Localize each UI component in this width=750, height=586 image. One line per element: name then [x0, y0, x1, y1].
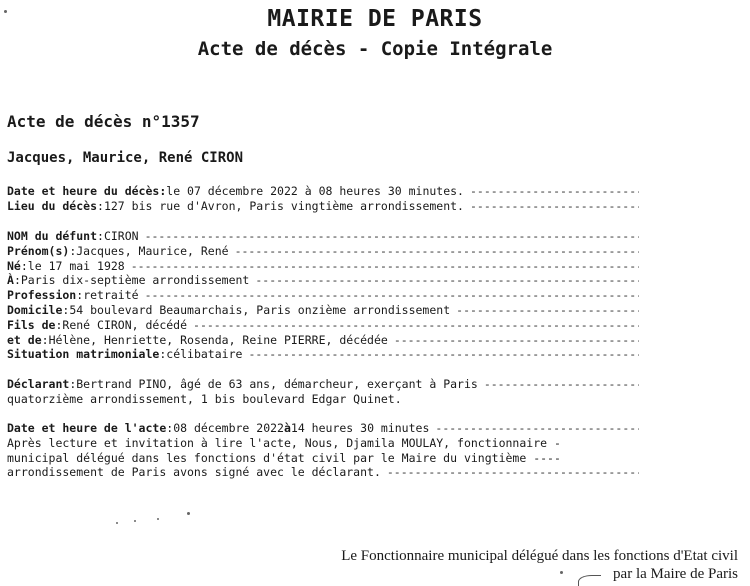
field-label: Situation matrimoniale: [7, 347, 160, 362]
scan-speck: [134, 520, 136, 522]
acte-date-block: [7, 421, 639, 480]
field-separator: :: [97, 198, 104, 213]
field-separator: :: [97, 229, 104, 243]
dash-filler: [456, 303, 639, 318]
dash-filler: [248, 347, 639, 362]
field-row-profession: [7, 288, 639, 303]
dash-filler: [470, 199, 639, 214]
signature-stroke: [578, 575, 601, 586]
acte-date-row: [7, 421, 639, 436]
field-value: 127 bis rue d'Avron, Paris vingtième arrondissement.: [103, 198, 464, 213]
document-title: MAIRIE DE PARIS: [267, 6, 483, 32]
field-separator: :: [159, 184, 167, 198]
scan-speck: [560, 571, 563, 574]
dash-filler: [470, 184, 639, 199]
field-separator: :: [62, 302, 70, 317]
deceased-full-name: Jacques, Maurice, René CIRON: [7, 150, 244, 166]
field-value: 54 boulevard Beaumarchais, Paris onzième arrondissement: [69, 302, 451, 317]
deceased-info-block: [7, 229, 639, 362]
signature-authority: par la Maire de Paris: [613, 566, 738, 582]
field-label: Prénom(s): [7, 243, 70, 258]
field-label: NOM du défunt: [7, 229, 98, 243]
dash-filler: [484, 377, 639, 392]
scan-speck: [4, 10, 7, 13]
body-text: arrondissement de Paris avons signé avec le déclarant.: [7, 465, 381, 480]
field-value-bold: à: [283, 421, 291, 435]
dash-filler: [131, 259, 639, 274]
dash-filler: [435, 421, 639, 436]
field-value: 08 décembre 2022: [173, 421, 284, 435]
dash-filler: [235, 244, 639, 259]
field-label: Date et heure du décès: [7, 184, 160, 198]
field-value: Hélène, Henriette, Rosenda, Reine PIERRE, décédée: [48, 332, 388, 347]
field-value: retraité: [83, 288, 139, 303]
field-row-date-deces: [7, 184, 639, 199]
field-separator: :: [159, 347, 167, 362]
document-subtitle: Acte de décès - Copie Intégrale: [197, 38, 553, 60]
body-text: municipal délégué dans les fonctions d'état civil par le Maire du vingtième ----: [7, 450, 561, 465]
field-value: le 07 décembre 2022 à 08 heures 30 minutes.: [166, 184, 464, 198]
field-value: Jacques, Maurice, René: [76, 243, 229, 258]
field-row-situation: [7, 347, 639, 362]
body-text: Après lecture et invitation à lire l'acte, Nous, Djamila MOULAY, fonctionnaire -: [7, 435, 561, 450]
acte-body-line: [7, 465, 639, 480]
dash-filler: [394, 333, 639, 348]
field-label: Date et heure de l'acte: [7, 421, 167, 435]
field-separator: :: [76, 288, 84, 303]
field-label: Profession: [7, 288, 77, 303]
field-separator: :: [69, 377, 77, 391]
field-separator: :: [166, 421, 174, 435]
field-label: À: [7, 273, 14, 288]
dash-filler: [387, 465, 639, 480]
field-row-lieu-naissance: [7, 273, 639, 288]
acte-body-line: [7, 451, 639, 466]
field-row-mere: [7, 333, 639, 348]
field-value: CIRON: [103, 229, 139, 243]
field-row-domicile: [7, 303, 639, 318]
declarant-block: [7, 377, 639, 407]
death-info-block: [7, 184, 639, 214]
field-row-nom: [7, 229, 639, 244]
declarant-row: [7, 377, 639, 392]
scan-speck: [116, 522, 118, 524]
dash-filler: [145, 288, 639, 303]
field-value: quatorzième arrondissement, 1 bis boulevard Edgar Quinet.: [7, 391, 402, 406]
field-value: le 17 mai 1928: [27, 258, 125, 273]
field-label: Déclarant: [7, 377, 70, 391]
field-row-lieu-deces: [7, 199, 639, 214]
field-value: célibataire: [166, 347, 243, 362]
signature-title: Le Fonctionnaire municipal délégué dans les fonctions d'Etat civil: [341, 548, 738, 564]
field-label: Né: [7, 258, 21, 273]
field-label: et de: [7, 332, 42, 347]
field-value: René CIRON, décédé: [62, 317, 188, 332]
declarant-address-row: [7, 392, 639, 407]
field-value: Bertrand PINO, âgé de 63 ans, démarcheur, exerçant à Paris: [76, 377, 478, 391]
field-label: Lieu du décès: [7, 198, 98, 213]
field-label: Fils de: [7, 317, 56, 332]
dash-filler: [145, 229, 639, 244]
scan-speck: [157, 518, 159, 520]
field-row-prenoms: [7, 244, 639, 259]
field-row-ne: [7, 259, 639, 274]
scan-speck: [187, 512, 190, 515]
field-row-pere: [7, 318, 639, 333]
field-separator: :: [69, 243, 77, 258]
dash-filler: [255, 273, 639, 288]
field-label: Domicile: [7, 302, 63, 317]
field-separator: :: [20, 258, 28, 273]
field-separator: :: [13, 273, 21, 288]
acte-body-line: [7, 436, 639, 451]
field-value: 14 heures 30 minutes: [290, 421, 430, 435]
acte-number: Acte de décès n°1357: [7, 112, 200, 131]
field-separator: :: [55, 317, 63, 332]
field-value: Paris dix-septième arrondissement: [20, 273, 250, 288]
dash-filler: [193, 318, 639, 333]
field-separator: :: [41, 332, 49, 347]
